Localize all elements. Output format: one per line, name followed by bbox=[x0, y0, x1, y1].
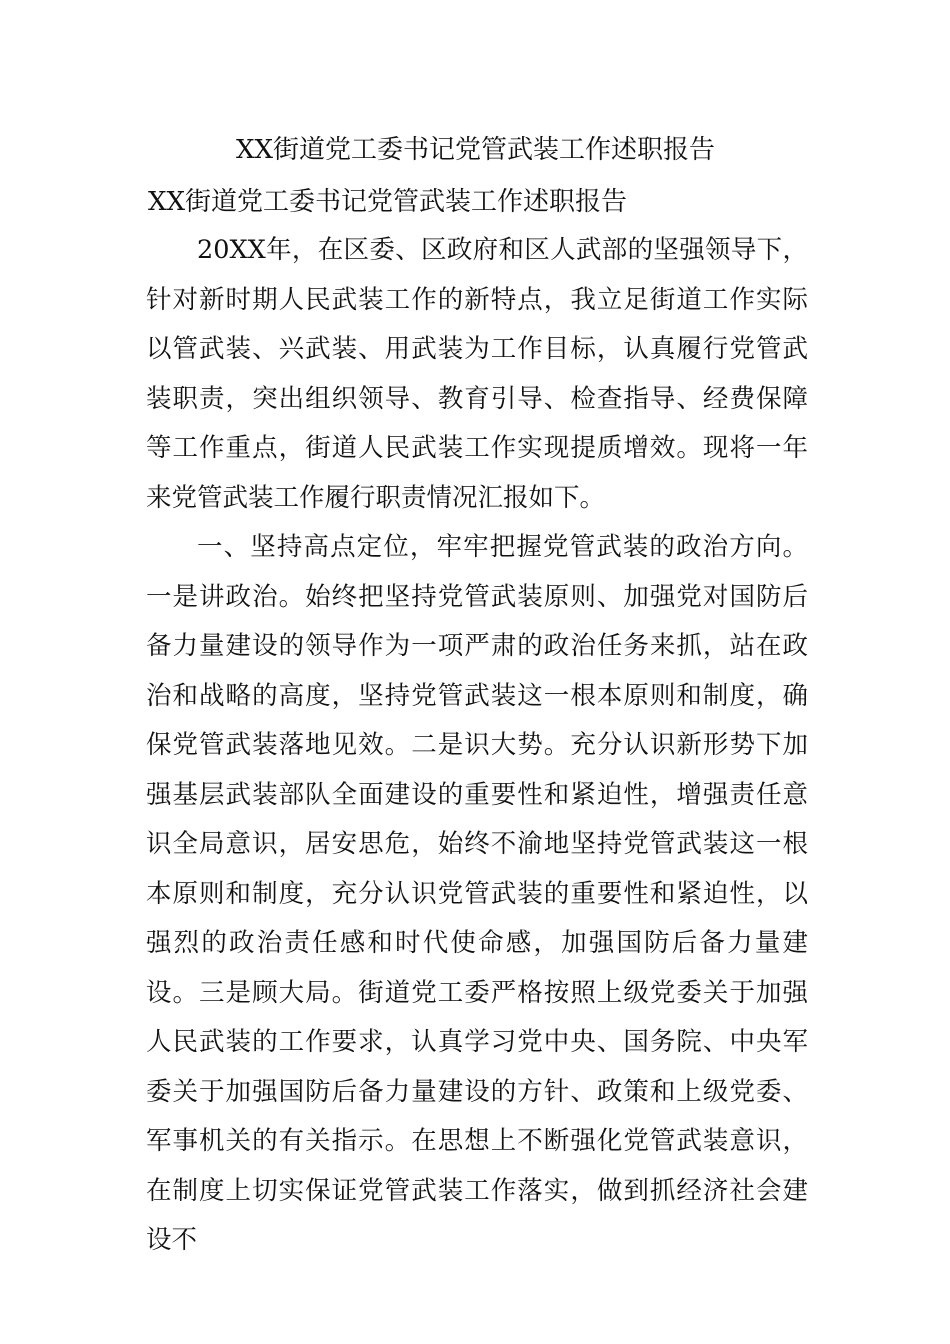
paragraph-section-one: 一、坚持高点定位，牢牢把握党管武装的政治方向。一是讲政治。始终把坚持党管武装原则、加强党对国防后备力量建设的领导作为一项严肃的政治任务来抓，站在政治和战略的高度，坚持党管武装这一根本原则和制度，确保党管武装落地见效。二是识大势。充分认识新形势下加强基层武装部队全面建设的重要性和紧迫性，增强责任意识全局意识，居安思危，始终不渝地坚持党管武装这一根本原则和制度，充分认识党管武装的重要性和紧迫性，以强烈的政治责任感和时代使命感，加强国防后备力量建设。三是顾大局。街道党工委严格按照上级党委关于加强人民武装的工作要求，认真学习党中央、国务院、中央军委关于加强国防后备力量建设的方针、政策和上级党委、军事机关的有关指示。在思想上不断强化党管武装意识，在制度上切实保证党管武装工作落实，做到抓经济社会建设不 bbox=[146, 532, 808, 1255]
document-subtitle: XX街道党工委书记党管武装工作述职报告 bbox=[148, 187, 628, 217]
document-body bbox=[146, 226, 808, 1266]
paragraph-intro: 20XX年，在区委、区政府和区人武部的坚强领导下，针对新时期人民武装工作的新特点，我立足街道工作实际以管武装、兴武装、用武装为工作目标，认真履行党管武装职责，突出组织领导、教育引导、检查指导、经费保障等工作重点，街道人民武装工作实现提质增效。现将一年来党管武装工作履行职责情况汇报如下。 bbox=[146, 235, 808, 513]
document-title: XX街道党工委书记党管武装工作述职报告 bbox=[236, 135, 716, 165]
